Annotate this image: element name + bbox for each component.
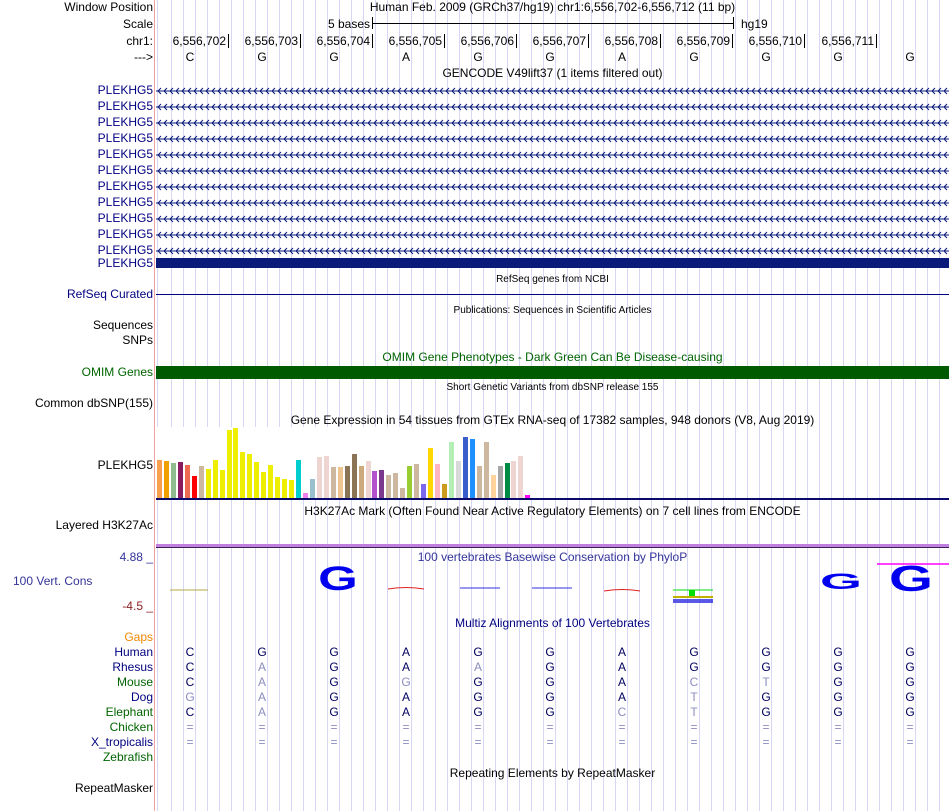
alignment-base: =: [618, 735, 626, 749]
alignment-base: G: [905, 660, 915, 674]
gene-label-plekhg5[interactable]: PLEKHG5: [97, 163, 153, 177]
alignment-base: G: [833, 675, 843, 689]
phylop-mark: [673, 599, 713, 603]
alignment-base: =: [834, 735, 842, 749]
gene-label-plekhg5[interactable]: PLEKHG5: [97, 211, 153, 225]
alignment-base: G: [473, 645, 483, 659]
gene-label-plekhg5[interactable]: PLEKHG5: [97, 99, 153, 113]
alignment-base: C: [185, 675, 195, 689]
alignment-base: A: [617, 675, 626, 689]
alignment-base: A: [401, 660, 410, 674]
alignment-base: =: [762, 720, 770, 734]
alignment-base: G: [329, 645, 339, 659]
alignment-base: G: [905, 675, 915, 689]
alignment-base: C: [185, 705, 195, 719]
alignment-base: G: [761, 705, 771, 719]
gene-label-plekhg5[interactable]: PLEKHG5: [97, 195, 153, 209]
ruler-position: 6,556,707: [533, 34, 589, 48]
alignment-base: G: [905, 690, 915, 704]
phylop-mark: [673, 596, 713, 598]
alignment-base: G: [185, 690, 195, 704]
h3k27ac-track-label[interactable]: Layered H3K27Ac: [55, 518, 153, 532]
alignment-base: A: [257, 690, 266, 704]
alignment-base: =: [474, 720, 482, 734]
species-label-elephant[interactable]: Elephant: [105, 705, 153, 719]
species-label-human[interactable]: Human: [114, 645, 153, 659]
base-letter: C: [185, 50, 195, 64]
alignment-base: =: [258, 735, 266, 749]
alignment-base: G: [905, 645, 915, 659]
alignment-base: A: [257, 705, 266, 719]
repeatmasker-track-title: Repeating Elements by RepeatMasker: [449, 766, 656, 780]
gene-label-plekhg5[interactable]: PLEKHG5: [97, 147, 153, 161]
alignment-base: G: [833, 705, 843, 719]
alignment-base: =: [906, 735, 914, 749]
alignment-base: C: [617, 705, 627, 719]
ruler-position: 6,556,708: [605, 34, 661, 48]
gene-label-plekhg5[interactable]: PLEKHG5: [97, 131, 153, 145]
alignment-base: G: [761, 690, 771, 704]
alignment-base: A: [401, 645, 410, 659]
strand-label: --->: [134, 50, 153, 64]
species-label-zebrafish[interactable]: Zebrafish: [102, 750, 153, 764]
alignment-base: G: [473, 705, 483, 719]
alignment-base: =: [546, 720, 554, 734]
alignment-base: =: [330, 720, 338, 734]
alignment-base: G: [545, 660, 555, 674]
gaps-label: Gaps: [124, 630, 153, 644]
alignment-base: G: [689, 645, 699, 659]
alignment-base: A: [257, 660, 266, 674]
base-letter: A: [401, 50, 410, 64]
ruler-position: 6,556,705: [389, 34, 445, 48]
browser-title: Human Feb. 2009 (GRCh37/hg19) chr1:6,556,702-6,556,712 (11 bp): [369, 0, 736, 14]
ruler-position: 6,556,706: [461, 34, 517, 48]
alignment-base: G: [545, 675, 555, 689]
gtex-track-label[interactable]: PLEKHG5: [97, 458, 153, 472]
omim-track-label[interactable]: OMIM Genes: [81, 365, 153, 379]
window-position-label: Window Position: [64, 0, 153, 14]
alignment-base: T: [690, 705, 698, 719]
alignment-base: =: [402, 720, 410, 734]
phylop-letter-g: G: [820, 569, 862, 594]
alignment-base: =: [618, 720, 626, 734]
base-letter: G: [905, 50, 915, 64]
scale-label: Scale: [122, 17, 153, 31]
repeatmasker-track-label[interactable]: RepeatMasker: [74, 781, 153, 795]
gene-label-plekhg5[interactable]: PLEKHG5: [97, 227, 153, 241]
species-label-x_tropicalis[interactable]: X_tropicalis: [90, 735, 153, 749]
phylop-track-label[interactable]: 100 Vert. Cons: [13, 574, 93, 588]
gencode-track-title: GENCODE V49lift37 (1 items filtered out): [442, 66, 663, 80]
alignment-base: G: [545, 645, 555, 659]
alignment-base: A: [617, 660, 626, 674]
alignment-base: G: [833, 645, 843, 659]
base-letter: G: [689, 50, 699, 64]
alignment-base: =: [690, 720, 698, 734]
alignment-base: C: [185, 660, 195, 674]
alignment-base: =: [330, 735, 338, 749]
alignment-base: =: [186, 720, 194, 734]
ruler-position: 6,556,704: [317, 34, 373, 48]
phylop-letter-g: G: [318, 560, 358, 598]
phylop-max-label: 4.88 _: [119, 550, 153, 564]
alignment-base: A: [257, 675, 266, 689]
alignment-base: =: [834, 720, 842, 734]
multiz-track-title: Multiz Alignments of 100 Vertebrates: [455, 616, 650, 630]
alignment-base: G: [545, 690, 555, 704]
alignment-base: G: [329, 705, 339, 719]
alignment-base: =: [762, 735, 770, 749]
base-letter: G: [761, 50, 771, 64]
assembly-label: hg19: [741, 17, 768, 31]
refseq-track-title: RefSeq genes from NCBI: [496, 274, 609, 285]
omim-track-title: OMIM Gene Phenotypes - Dark Green Can Be Disease-causing: [382, 350, 723, 364]
alignment-base: G: [473, 675, 483, 689]
ruler-position: 6,556,703: [245, 34, 301, 48]
alignment-base: =: [906, 720, 914, 734]
alignment-base: C: [689, 675, 699, 689]
alignment-base: G: [329, 690, 339, 704]
species-label-chicken[interactable]: Chicken: [109, 720, 153, 734]
alignment-base: G: [689, 660, 699, 674]
alignment-base: G: [833, 660, 843, 674]
alignment-base: G: [401, 675, 411, 689]
h3k27ac-track-title: H3K27Ac Mark (Often Found Near Active Regulatory Elements) on 7 cell lines from ENCODE: [304, 504, 801, 518]
phylop-mark: [388, 588, 424, 590]
dbsnp-track-title: Short Genetic Variants from dbSNP release 155: [446, 382, 659, 393]
alignment-base: G: [905, 705, 915, 719]
alignment-base: G: [761, 645, 771, 659]
refseq-track-label[interactable]: RefSeq Curated: [66, 287, 153, 301]
scale-text: 5 bases: [327, 17, 370, 31]
phylop-min-label: -4.5 _: [122, 599, 153, 613]
alignment-base: =: [186, 735, 194, 749]
publications-track-title: Publications: Sequences in Scientific Articles: [453, 305, 652, 316]
ruler-position: 6,556,711: [822, 34, 878, 48]
chrom-label: chr1:: [126, 34, 153, 48]
species-label-dog[interactable]: Dog: [130, 690, 153, 704]
alignment-base: =: [690, 735, 698, 749]
base-letter: G: [833, 50, 843, 64]
species-label-mouse[interactable]: Mouse: [116, 675, 153, 689]
alignment-base: G: [833, 690, 843, 704]
base-letter: G: [545, 50, 555, 64]
species-label-rhesus[interactable]: Rhesus: [112, 660, 153, 674]
phylop-track-title: 100 vertebrates Basewise Conservation by PhyloP: [417, 550, 688, 564]
ruler-position: 6,556,709: [677, 34, 733, 48]
alignment-base: G: [545, 705, 555, 719]
base-letter: G: [257, 50, 267, 64]
gtex-track-title: Gene Expression in 54 tissues from GTEx RNA-seq of 17382 samples, 948 donors (V8, Aug 2019): [290, 413, 815, 427]
alignment-base: =: [258, 720, 266, 734]
gene-label-plekhg5[interactable]: PLEKHG5: [97, 83, 153, 97]
alignment-base: C: [185, 645, 195, 659]
ruler-position: 6,556,702: [173, 34, 229, 48]
alignment-base: =: [474, 735, 482, 749]
alignment-base: G: [329, 660, 339, 674]
dbsnp-track-label[interactable]: Common dbSNP(155): [34, 396, 153, 410]
gene-label-plekhg5[interactable]: PLEKHG5: [97, 243, 153, 257]
snps-track-label[interactable]: SNPs: [122, 333, 153, 347]
base-letter: G: [473, 50, 483, 64]
alignment-base: G: [761, 660, 771, 674]
alignment-base: T: [690, 690, 698, 704]
phylop-mark: [604, 590, 640, 592]
base-letter: A: [617, 50, 626, 64]
ruler-position: 6,556,710: [749, 34, 805, 48]
base-letter: G: [329, 50, 339, 64]
alignment-base: A: [473, 660, 482, 674]
alignment-base: =: [546, 735, 554, 749]
sequences-track-label[interactable]: Sequences: [92, 318, 153, 332]
gene-label-plekhg5[interactable]: PLEKHG5: [97, 256, 153, 270]
alignment-base: A: [401, 705, 410, 719]
alignment-base: A: [617, 645, 626, 659]
alignment-base: =: [402, 735, 410, 749]
alignment-base: A: [401, 690, 410, 704]
gene-label-plekhg5[interactable]: PLEKHG5: [97, 115, 153, 129]
alignment-base: G: [473, 690, 483, 704]
alignment-base: G: [329, 675, 339, 689]
phylop-letter-g: G: [889, 558, 933, 599]
alignment-base: A: [617, 690, 626, 704]
gene-label-plekhg5[interactable]: PLEKHG5: [97, 179, 153, 193]
alignment-base: T: [762, 675, 770, 689]
phylop-mark: [689, 590, 695, 596]
alignment-base: G: [257, 645, 267, 659]
